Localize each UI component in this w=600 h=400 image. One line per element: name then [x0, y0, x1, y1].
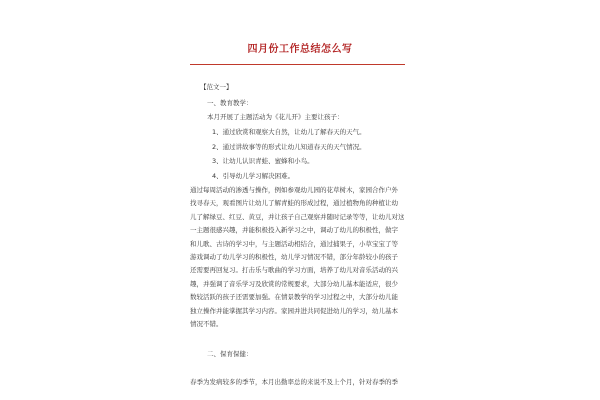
- paragraph-line: 游戏调动了幼儿学习的积极性，幼儿学习情况不错，部分年龄较小的孩子: [190, 253, 398, 262]
- title-divider: [190, 64, 405, 65]
- body-paragraph: [190, 184, 404, 331]
- heading-teaching: 一、教育教学：: [207, 99, 253, 107]
- list-item: 4、引导幼儿学习解决困难。: [212, 172, 295, 180]
- paragraph-line: 通过每周活动的渗透与操作，例如参观幼儿园的花草树木，家园合作户外: [190, 186, 398, 194]
- paragraph-line: 情况不错。: [190, 320, 223, 329]
- intro-line: 本月开展了主题活动为《花儿开》主要让孩子：: [207, 113, 344, 121]
- paragraph-line: 和儿歌、古诗的学习中，与主题活动相结合，通过捕果子，小草宝宝了等: [190, 239, 398, 248]
- last-line: 春季为发病较多的季节，本月出勤率总的来说不及上个月，针对春季的季: [190, 378, 398, 386]
- heading-health: 二、保育保健：: [207, 350, 253, 358]
- list-item: 2、通过讲故事等的形式让幼儿知道春天的天气情况。: [212, 143, 366, 151]
- section-label: 【范文一】: [200, 83, 233, 91]
- list-item: 3、让幼儿认识青蛙、蜜蜂和小鸟。: [212, 157, 314, 165]
- paragraph-line: 儿了解绿豆、红豆、黄豆，并让孩子自己观察并随时记录等等，让幼儿对这: [190, 212, 404, 221]
- paragraph-line: 数较活跃的孩子还需要加强。在情景教学的学习过程之中，大部分幼儿能: [190, 293, 398, 302]
- paragraph-line: 找寻春天，观看图片让幼儿了解青蛙的形成过程，通过植物角的种植让幼: [190, 199, 398, 208]
- paragraph-line: 独立操作并能掌握其学习内容。家园并进共同促进幼儿的学习，幼儿基本: [190, 306, 398, 315]
- paragraph-line: 一主题很感兴趣，并能积极投入新学习之中，调动了幼儿的积极性，做字: [190, 226, 398, 235]
- list-item: 1、通过欣赏和观察大自然，让幼儿了解春天的天气。: [212, 128, 366, 136]
- page-title: 四月份工作总结怎么写: [247, 44, 353, 55]
- paragraph-line: 还需要再回复习。打击乐与歌曲的学习方面，培养了幼儿对音乐活动的兴: [190, 266, 398, 275]
- paragraph-line: 趣，并强调了音乐学习及欣赏的常规要求，大部分幼儿基本能适应，很少: [190, 279, 398, 288]
